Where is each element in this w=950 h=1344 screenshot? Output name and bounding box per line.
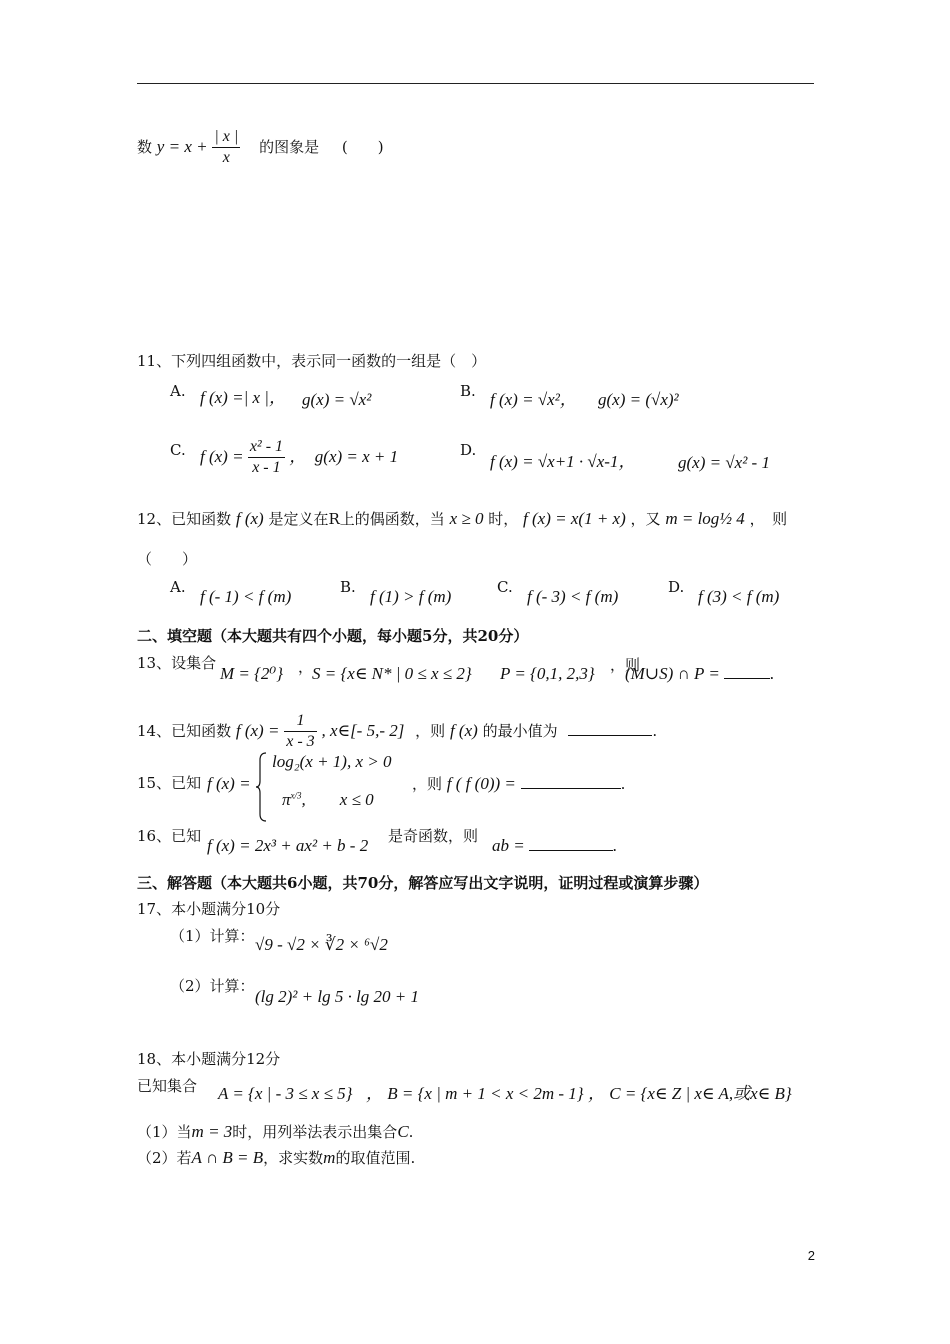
q16-ab: ab = bbox=[492, 836, 525, 855]
q11-option-c-num: x² - 1 bbox=[248, 438, 285, 458]
q14-label: 14、已知函数 bbox=[137, 721, 232, 740]
q16-then: 是奇函数，则 bbox=[388, 827, 479, 845]
q12-paren: （ ） bbox=[137, 550, 198, 568]
q15-lhs: f (x) = bbox=[207, 774, 251, 793]
q18-part2-ask: 的取值范围. bbox=[335, 1149, 416, 1167]
q14-ask: 的最小值为 bbox=[482, 721, 558, 740]
q13-period: . bbox=[770, 664, 775, 683]
q16-period: . bbox=[612, 836, 618, 855]
q11-stem: 11、下列四组函数中，表示同一函数的一组是（ ） bbox=[137, 352, 487, 370]
q12-option-d: f (3) < f (m) bbox=[698, 587, 780, 606]
q10-paren: ( ) bbox=[341, 137, 384, 156]
q12-condition: x ≥ 0 bbox=[449, 509, 484, 528]
q18-part1-period: . bbox=[408, 1123, 414, 1141]
q12-m-value: m = log½ 4 bbox=[665, 509, 745, 528]
q11-option-a-g: g(x) = √x² bbox=[302, 390, 372, 409]
q11-option-a-label: A. bbox=[170, 382, 186, 400]
q14-fraction bbox=[284, 712, 316, 752]
q11-option-c-f bbox=[200, 438, 398, 478]
q15-expression: f ( f (0)) = bbox=[446, 774, 516, 793]
q14-domain: , x∈[- 5,- 2] bbox=[321, 720, 405, 740]
q14-fx: f (x) bbox=[449, 720, 478, 740]
section-answer-heading: 三、解答题（本大题共6小题，共70分，解答应写出文字说明，证明过程或演算步骤） bbox=[137, 874, 709, 892]
q15-case2 bbox=[282, 790, 374, 810]
q11-option-a-f: f (x) =| x |， bbox=[200, 388, 286, 407]
q11-option-b-g: g(x) = (√x)² bbox=[598, 390, 679, 409]
q17-part1-expression: √9 - √2 × ∛2 × ⁶√2 bbox=[255, 935, 388, 954]
q12-option-d-label: D. bbox=[668, 578, 685, 596]
q13-answer-blank[interactable] bbox=[724, 678, 770, 679]
q12-fx: f (x) bbox=[235, 509, 264, 528]
q10-suffix: 的图象是 bbox=[259, 137, 320, 156]
q15-brace bbox=[255, 752, 267, 822]
q12-option-c: f (- 3) < f (m) bbox=[527, 587, 619, 606]
q18-part2-label: （2）若 bbox=[137, 1149, 192, 1167]
q16-expression: f (x) = 2x³ + ax² + b - 2 bbox=[207, 836, 369, 855]
q17-part2-expression: (lg 2)² + lg 5 · lg 20 + 1 bbox=[255, 987, 420, 1006]
q18-set-c: ， C = {x∈ Z | x∈ A,或x∈ B} bbox=[588, 1084, 792, 1103]
q15-case1: log₂(x + 1), x > 0 bbox=[272, 752, 392, 771]
q12-stem-c: 时， bbox=[488, 510, 519, 528]
q12-expression: f (x) = x(1 + x) bbox=[523, 509, 626, 528]
q18-title: 18、本小题满分12分 bbox=[137, 1050, 281, 1068]
q15-period: . bbox=[620, 775, 626, 793]
q11-option-d-g: g(x) = √x² - 1 bbox=[678, 453, 770, 472]
q13-label: 13、设集合 bbox=[137, 654, 217, 672]
q16-question bbox=[492, 836, 617, 856]
section-fill-in-heading: 二、填空题（本大题共有四个小题，每小题5分，共20分） bbox=[137, 627, 529, 645]
q15-case2-condition: , x ≤ 0 bbox=[301, 790, 374, 809]
q13-expression: (M∪S) ∩ P = bbox=[625, 664, 720, 683]
q13-then: ，则 bbox=[610, 656, 641, 674]
header-rule bbox=[137, 83, 814, 84]
q18-part1-m: m = 3 bbox=[191, 1122, 233, 1141]
q17-title: 17、本小题满分10分 bbox=[137, 900, 281, 918]
q18-part1-text: 时，用列举法表示出集合 bbox=[232, 1123, 398, 1141]
q18-set-b: ， B = {x | m + 1 < x < 2m - 1} bbox=[366, 1084, 584, 1103]
q18-part2 bbox=[137, 1148, 415, 1168]
q12-stem-d: ，又 bbox=[630, 510, 661, 528]
q12-option-a: f (- 1) < f (m) bbox=[200, 587, 292, 606]
q14-frac-num: 1 bbox=[284, 712, 316, 732]
q11-option-c-lhs: f (x) = bbox=[200, 446, 244, 466]
q15-question bbox=[412, 774, 625, 794]
q14-answer-blank[interactable] bbox=[568, 735, 652, 736]
q18-part2-condition: A ∩ B = B bbox=[191, 1148, 264, 1167]
q18-intro: 已知集合 bbox=[137, 1077, 198, 1095]
q10-formula: y = x + bbox=[156, 136, 208, 156]
q14-line bbox=[137, 712, 657, 752]
q14-period: . bbox=[652, 721, 658, 740]
q12-option-b: f (1) > f (m) bbox=[370, 587, 452, 606]
q13-set-m: M = {2⁰} bbox=[220, 664, 284, 683]
q10-line bbox=[137, 128, 384, 168]
q11-option-c-fraction bbox=[248, 438, 285, 478]
q18-part1-set-c: C bbox=[397, 1122, 409, 1141]
q12-stem-b: 是定义在R上的偶函数，当 bbox=[268, 510, 445, 528]
q15-then: ，则 bbox=[412, 775, 443, 793]
page-number: 2 bbox=[807, 1248, 815, 1263]
q13-set-p: P = {0,1, 2,3} bbox=[500, 664, 595, 683]
q13-question bbox=[625, 664, 774, 684]
q14-then: ，则 bbox=[415, 721, 446, 740]
q11-option-c-den: x - 1 bbox=[252, 459, 281, 477]
q16-answer-blank[interactable] bbox=[529, 850, 613, 851]
q18-part2-m: m bbox=[323, 1148, 336, 1167]
q14-frac-den: x - 3 bbox=[286, 733, 315, 751]
q13-sep: ， bbox=[298, 658, 314, 676]
q11-option-c-g: ， g(x) = x + 1 bbox=[289, 446, 399, 466]
q12-option-b-label: B. bbox=[340, 578, 356, 596]
q18-part1-label: （1）当 bbox=[137, 1123, 192, 1141]
q10-fraction bbox=[212, 128, 240, 168]
q15-case2-base: π bbox=[282, 790, 291, 809]
q18-part1 bbox=[137, 1122, 413, 1142]
q14-lhs: f (x) = bbox=[235, 720, 280, 740]
q10-frac-num: | x | bbox=[212, 128, 240, 148]
q18-set-a: A = {x | - 3 ≤ x ≤ 5} bbox=[218, 1084, 353, 1103]
q15-case2-exponent: x/3 bbox=[290, 790, 302, 801]
q18-part2-text: ，求实数 bbox=[263, 1149, 324, 1167]
q12-stem-e: ， 则 bbox=[749, 510, 788, 528]
q15-label: 15、已知 bbox=[137, 774, 202, 792]
q12-option-a-label: A. bbox=[170, 578, 186, 596]
q11-option-d-label: D. bbox=[460, 441, 477, 459]
q17-part2-label: （2）计算： bbox=[170, 977, 255, 995]
q11-option-b-f: f (x) = √x²， bbox=[490, 390, 577, 409]
q16-label: 16、已知 bbox=[137, 827, 202, 845]
q12-option-c-label: C. bbox=[497, 578, 513, 596]
q12-stem bbox=[137, 509, 787, 529]
q10-frac-den: x bbox=[222, 149, 230, 167]
q12-stem-a: 12、已知函数 bbox=[137, 510, 232, 528]
q10-prefix: 数 bbox=[137, 137, 153, 156]
q11-option-d-f: f (x) = √x+1 · √x-1， bbox=[490, 452, 636, 471]
q17-part1-label: （1）计算： bbox=[170, 927, 255, 945]
q13-set-s: S = {x∈ N* | 0 ≤ x ≤ 2} bbox=[312, 664, 472, 683]
q11-option-c-label: C. bbox=[170, 441, 186, 459]
q11-option-b-label: B. bbox=[460, 382, 476, 400]
q15-answer-blank[interactable] bbox=[521, 788, 621, 789]
